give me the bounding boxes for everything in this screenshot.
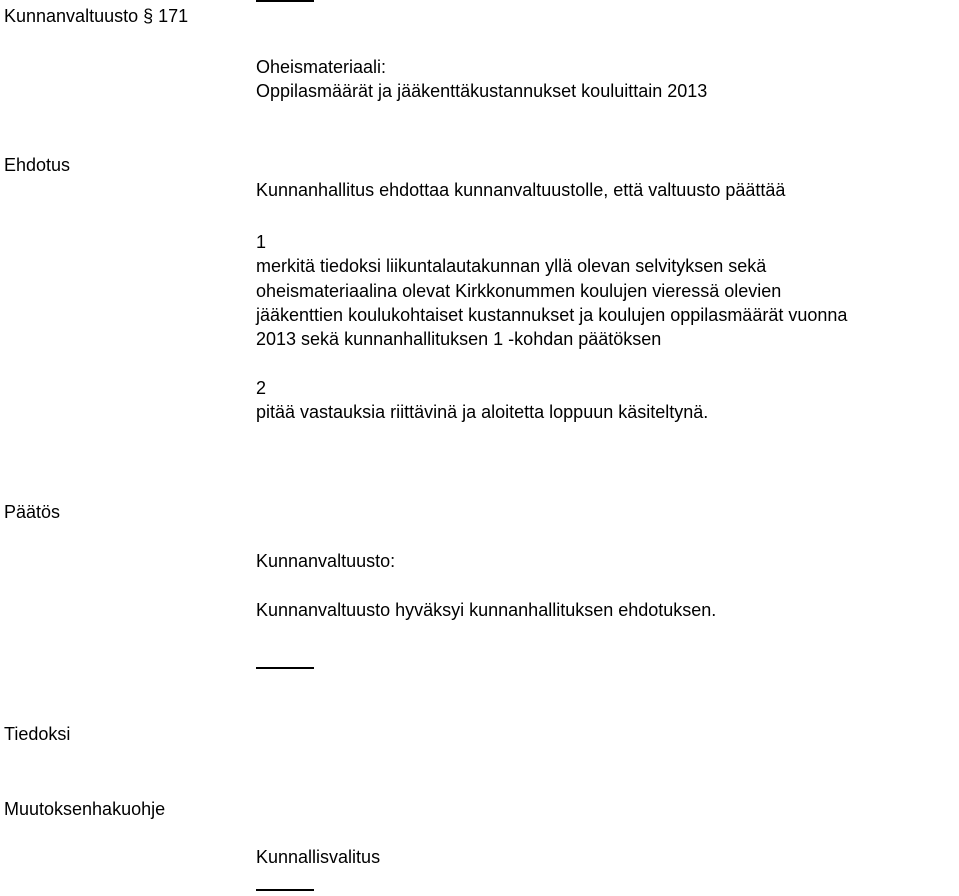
page-title: Kunnanvaltuusto § 171 xyxy=(4,6,189,26)
item1-line: oheismateriaalina olevat Kirkkonummen koulujen vieressä olevien xyxy=(256,281,782,301)
attachment-title: Oppilasmäärät ja jääkenttäkustannukset kouluittain 2013 xyxy=(256,81,708,101)
info-heading: Tiedoksi xyxy=(4,724,71,744)
item2-text: pitää vastauksia riittävinä ja aloitetta loppuun käsiteltynä. xyxy=(256,402,709,422)
item1-number: 1 xyxy=(256,232,267,252)
item1-line: jääkenttien koulukohtaiset kustannukset ja koulujen oppilasmäärät vuonna xyxy=(256,305,848,325)
section-divider xyxy=(256,667,314,669)
item1-line: merkitä tiedoksi liikuntalautakunnan yllä olevan selvityksen sekä xyxy=(256,256,767,276)
proposal-intro: Kunnanhallitus ehdottaa kunnanvaltuustolle, että valtuusto päättää xyxy=(256,180,786,200)
top-divider xyxy=(256,0,314,2)
item1-line: 2013 sekä kunnanhallituksen 1 -kohdan päätöksen xyxy=(256,329,662,349)
appeal-value: Kunnallisvalitus xyxy=(256,847,381,867)
decision-text: Kunnanvaltuusto hyväksyi kunnanhallituksen ehdotuksen. xyxy=(256,600,717,620)
attachment-label: Oheismateriaali: xyxy=(256,57,387,77)
decision-heading: Päätös xyxy=(4,502,61,522)
proposal-heading: Ehdotus xyxy=(4,155,71,175)
appeal-heading: Muutoksenhakuohje xyxy=(4,799,166,819)
bottom-divider xyxy=(256,889,314,891)
item2-number: 2 xyxy=(256,378,267,398)
decision-body-label: Kunnanvaltuusto: xyxy=(256,551,396,571)
